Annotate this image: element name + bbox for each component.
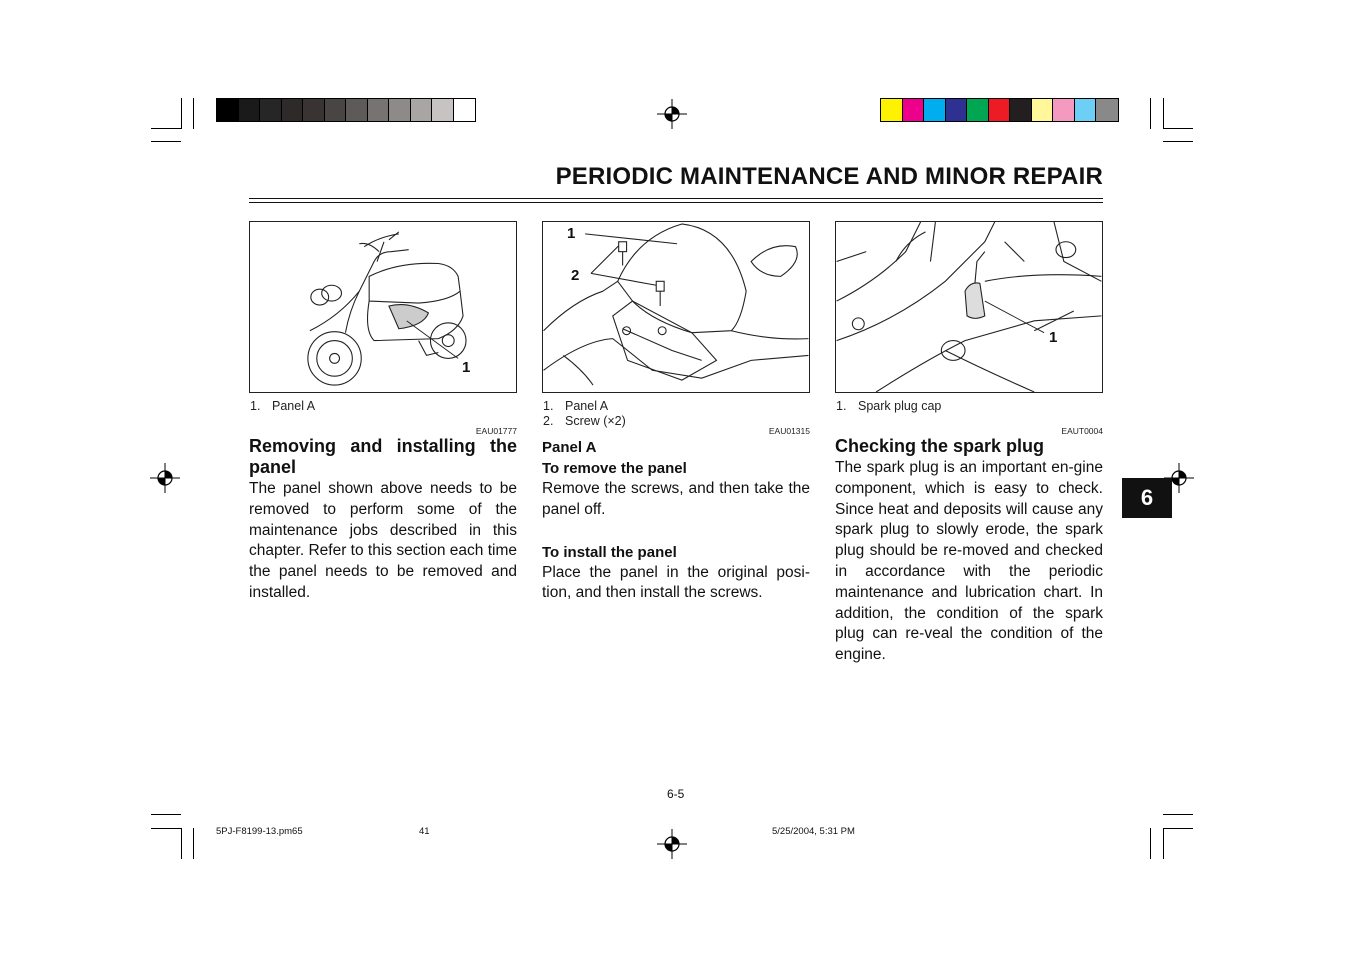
footer-page: 41	[419, 826, 430, 837]
figure-panel-a	[542, 221, 810, 393]
gray-swatch	[346, 99, 368, 121]
color-swatch	[903, 99, 925, 121]
scooter-illustration	[250, 222, 516, 392]
gray-swatch	[411, 99, 433, 121]
gray-swatch	[325, 99, 347, 121]
section-body: Remove the screws, and then take the panel off.	[542, 480, 810, 518]
crop-mark	[151, 141, 181, 142]
figure-caption	[836, 399, 941, 414]
subsection-heading: To remove the panel	[542, 460, 687, 477]
crop-mark	[1163, 814, 1193, 815]
color-bar	[880, 98, 1119, 122]
section-spark-plug	[835, 436, 1103, 666]
footer-date: 5/25/2004, 5:31 PM	[772, 826, 855, 837]
section-body: Place the panel in the original posi-tion, and then install the screws.	[542, 563, 810, 602]
gray-swatch	[260, 99, 282, 121]
section-code: EAUT0004	[1061, 426, 1103, 436]
color-swatch	[881, 99, 903, 121]
grayscale-bar	[216, 98, 476, 122]
color-swatch	[967, 99, 989, 121]
callout-label: 1	[1049, 329, 1058, 346]
crop-mark	[151, 128, 181, 129]
section-removing-panel	[249, 436, 517, 604]
color-swatch	[1053, 99, 1075, 121]
panel-illustration	[543, 222, 809, 392]
footer-filename: 5PJ-F8199-13.pm65	[216, 826, 303, 837]
color-swatch	[1032, 99, 1054, 121]
color-swatch	[1075, 99, 1097, 121]
gray-swatch	[303, 99, 325, 121]
crop-mark	[1150, 98, 1151, 129]
spark-plug-illustration	[836, 222, 1102, 392]
crop-mark	[1163, 828, 1193, 829]
section-body: The panel shown above needs to be removed to perform some of the maintenance jobs described in this chapter. Refer to this section each time the panel needs to be removed and installed.	[249, 480, 517, 601]
registration-mark-icon	[150, 463, 180, 493]
crop-mark	[181, 98, 182, 129]
caption-item: 1. Panel A	[543, 399, 609, 413]
section-body: The spark plug is an important en-gine component, which is easy to check. Since heat and deposits will cause any spark plug to slowly erode, the spark plug should be re-moved and checked in accordance with the periodic maintenance and lubrication chart. In addition, the condition of the spark plug can re-veal the condition of the engine.	[835, 459, 1103, 664]
chapter-tab: 6	[1122, 478, 1172, 518]
crop-mark	[1150, 828, 1151, 859]
callout-label: 1	[462, 359, 471, 376]
page-title: PERIODIC MAINTENANCE AND MINOR REPAIR	[555, 163, 1103, 190]
crop-mark	[1163, 828, 1164, 859]
color-swatch	[1096, 99, 1118, 121]
color-swatch	[946, 99, 968, 121]
gray-swatch	[239, 99, 261, 121]
caption-item: 1. Spark plug cap	[836, 399, 942, 413]
subsection-heading: To install the panel	[542, 543, 677, 561]
crop-mark	[1163, 128, 1193, 129]
section-code: EAU01315	[768, 426, 810, 436]
caption-item: 1. Panel A	[250, 399, 316, 413]
section-code: EAU01777	[475, 426, 517, 436]
gray-swatch	[282, 99, 304, 121]
section-heading: Checking the spark plug	[835, 436, 1045, 456]
section-heading: Removing and installing the panel	[249, 436, 517, 477]
gray-swatch	[432, 99, 454, 121]
crop-mark	[1163, 98, 1164, 129]
page-number: 6-5	[667, 787, 685, 801]
color-swatch	[989, 99, 1011, 121]
crop-mark	[151, 828, 181, 829]
figure-spark-plug	[835, 221, 1103, 393]
figure-scooter	[249, 221, 517, 393]
figure-caption	[250, 399, 315, 414]
crop-mark	[151, 814, 181, 815]
color-swatch	[1010, 99, 1032, 121]
header-rule	[249, 202, 1103, 203]
figure-caption	[543, 399, 626, 429]
crop-mark	[193, 828, 194, 859]
color-swatch	[924, 99, 946, 121]
callout-label: 2	[571, 267, 580, 284]
gray-swatch	[368, 99, 390, 121]
registration-mark-icon	[657, 829, 687, 859]
callout-label: 1	[567, 225, 576, 242]
section-panel-a	[542, 437, 810, 604]
section-heading: Panel A	[542, 439, 597, 456]
gray-swatch	[217, 99, 239, 121]
crop-mark	[193, 98, 194, 129]
gray-swatch	[389, 99, 411, 121]
caption-item: 2. Screw (×2)	[543, 414, 626, 428]
registration-mark-icon	[657, 99, 687, 129]
crop-mark	[1163, 141, 1193, 142]
crop-mark	[181, 828, 182, 859]
header-rule	[249, 198, 1103, 199]
gray-swatch	[454, 99, 476, 121]
